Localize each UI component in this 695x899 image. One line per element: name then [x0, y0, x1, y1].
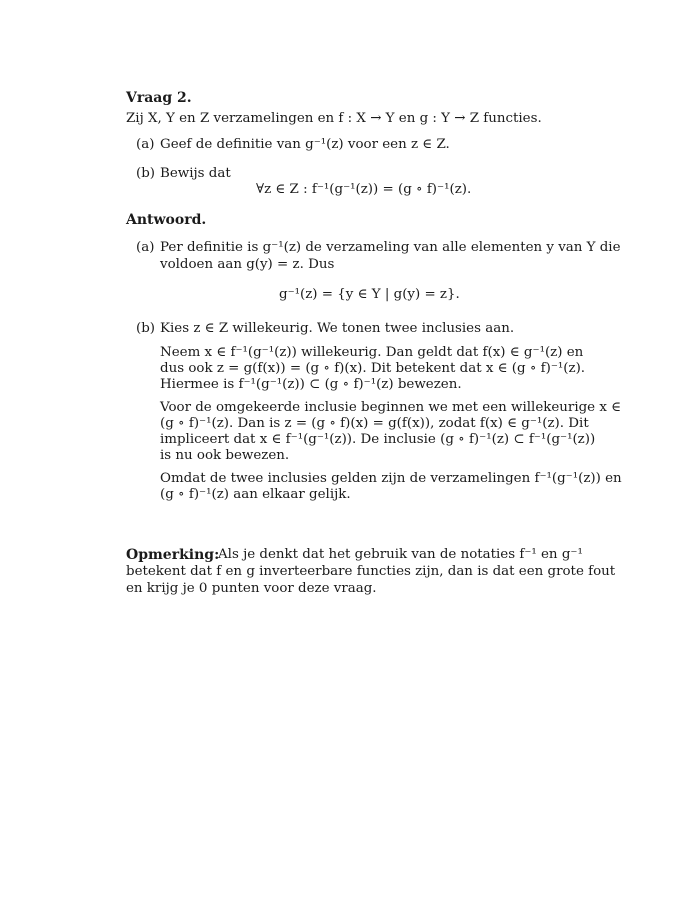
answer-b-para1-line: dus ook z = g(f(x)) = (g ∘ f)(x). Dit betekent dat x ∈ (g ∘ f)⁻¹(z). — [160, 361, 586, 376]
answer-b-para3-line: Omdat de twee inclusies gelden zijn de verzamelingen f⁻¹(g⁻¹(z)) en — [160, 471, 622, 486]
answer-b-para2-line: impliceert dat x ∈ f⁻¹(g⁻¹(z)). De inclusie (g ∘ f)⁻¹(z) ⊂ f⁻¹(g⁻¹(z)) — [160, 432, 596, 447]
answer-b-label: (b) — [136, 321, 156, 336]
remark-line: betekent dat f en g inverteerbare functies zijn, dan is dat een grote fout — [126, 564, 616, 579]
answer-b-para1-line: Neem x ∈ f⁻¹(g⁻¹(z)) willekeurig. Dan geldt dat f(x) ∈ g⁻¹(z) en — [160, 345, 584, 360]
question-intro: Zij X, Y en Z verzamelingen en f : X → Y en g : Y → Z functies. — [126, 111, 542, 126]
answer-b-para1-line: Hiermee is f⁻¹(g⁻¹(z)) ⊂ (g ∘ f)⁻¹(z) bewezen. — [160, 377, 462, 392]
answer-b-intro: Kies z ∈ Z willekeurig. We tonen twee inclusies aan. — [160, 321, 515, 336]
answer-a-line: voldoen aan g(y) = z. Dus — [160, 257, 335, 272]
question-heading: Vraag 2. — [126, 90, 192, 106]
answer-b-para3-line: (g ∘ f)⁻¹(z) aan elkaar gelijk. — [160, 487, 351, 502]
answer-heading: Antwoord. — [126, 212, 207, 228]
question-part-a-text: Geef de definitie van g⁻¹(z) voor een z ∈ Z. — [160, 137, 450, 152]
remark-line: en krijg je 0 punten voor deze vraag. — [126, 581, 377, 596]
question-part-b-formula: ∀z ∈ Z : f⁻¹(g⁻¹(z)) = (g ∘ f)⁻¹(z). — [256, 182, 472, 197]
remark-heading: Opmerking: — [126, 547, 220, 563]
answer-a-label: (a) — [136, 240, 155, 255]
question-part-b-label: (b) — [136, 166, 156, 181]
answer-b-para2-line: (g ∘ f)⁻¹(z). Dan is z = (g ∘ f)(x) = g(f(x)), zodat f(x) ∈ g⁻¹(z). Dit — [160, 416, 589, 431]
remark-line: Als je denkt dat het gebruik van de notaties f⁻¹ en g⁻¹ — [218, 547, 583, 562]
answer-a-line: Per definitie is g⁻¹(z) de verzameling van alle elementen y van Y die — [160, 240, 621, 255]
question-part-a-label: (a) — [136, 137, 155, 152]
answer-a-formula: g⁻¹(z) = {y ∈ Y | g(y) = z}. — [279, 287, 460, 302]
answer-b-para2-line: is nu ook bewezen. — [160, 448, 290, 463]
answer-b-para2-line: Voor de omgekeerde inclusie beginnen we met een willekeurige x ∈ — [160, 400, 622, 415]
question-part-b-text: Bewijs dat — [160, 166, 231, 181]
